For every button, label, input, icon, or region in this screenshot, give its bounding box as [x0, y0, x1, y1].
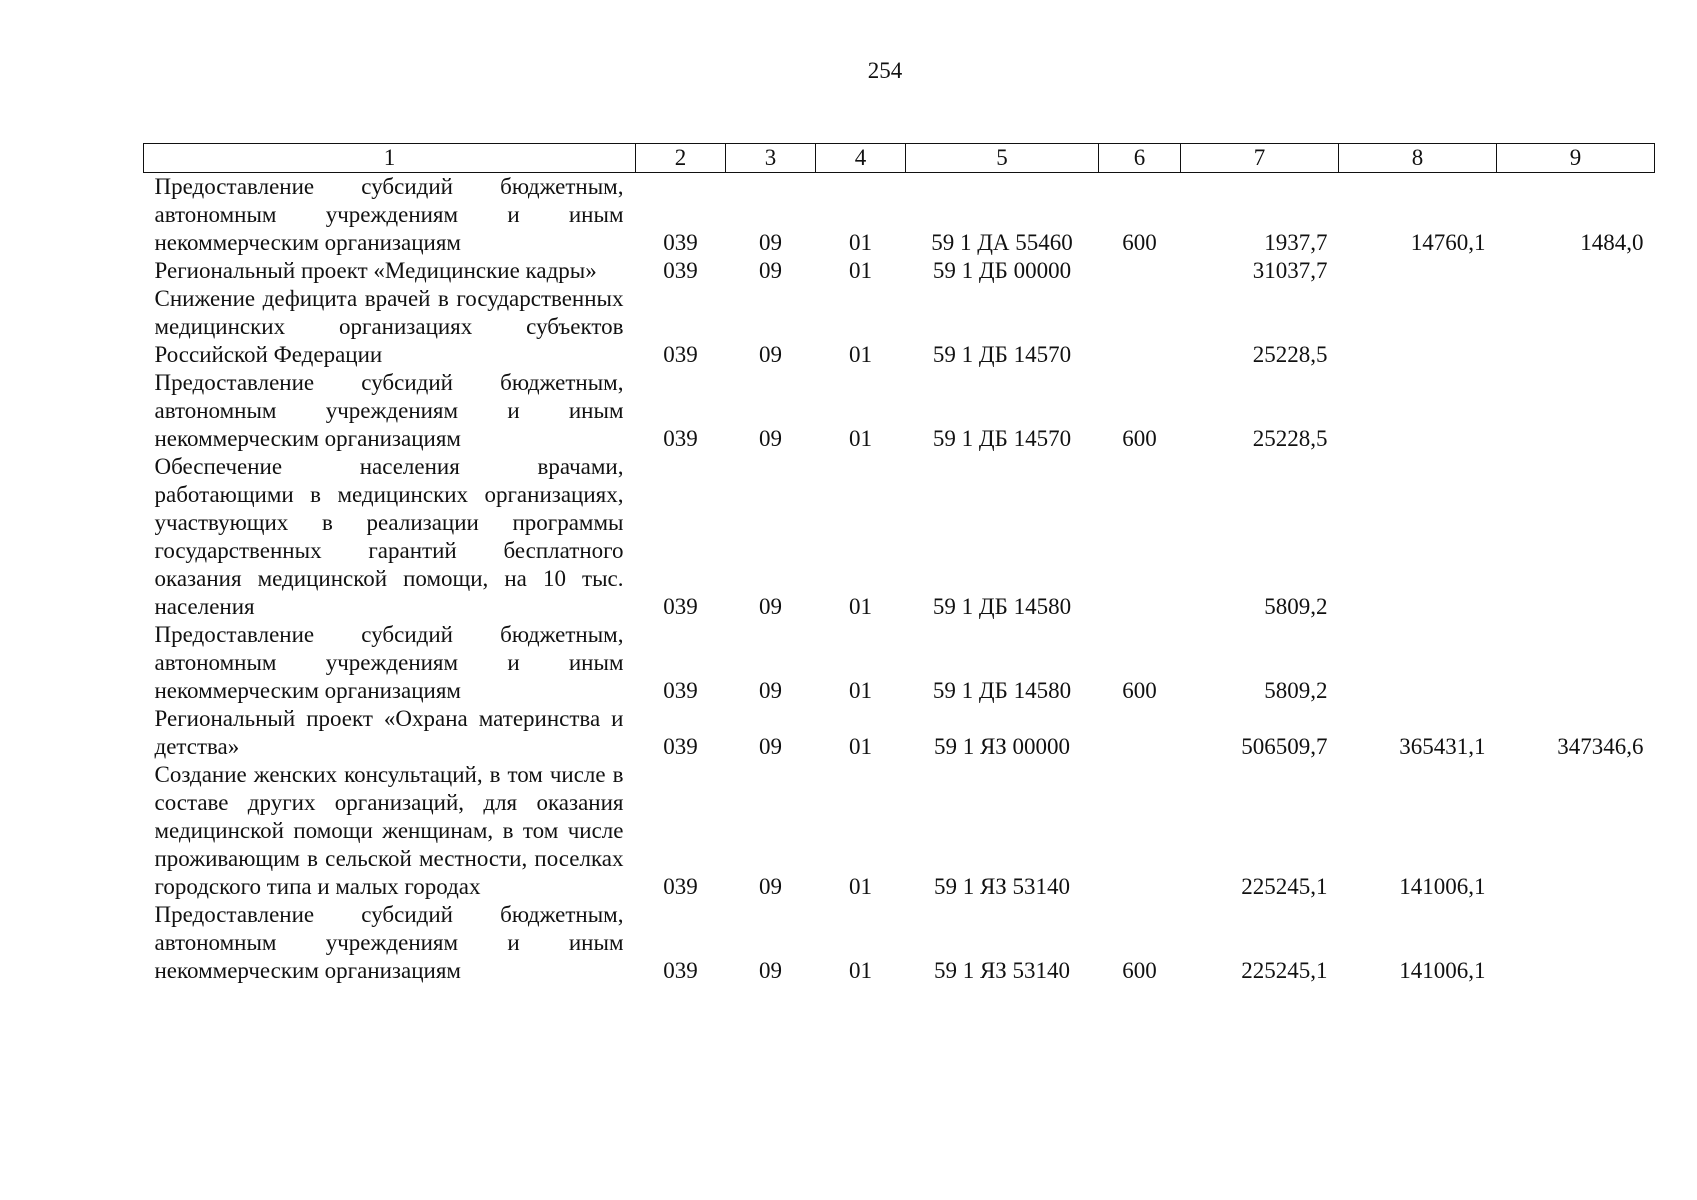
cell-amount-8: 141006,1	[1399, 958, 1486, 983]
cell-amount-8: 141006,1	[1399, 874, 1486, 899]
cell-subsection: 01	[849, 734, 872, 759]
table-row	[144, 369, 1655, 453]
table-row	[144, 257, 1655, 285]
column-header: 3	[726, 144, 816, 173]
table-row	[144, 285, 1655, 369]
table-row	[144, 761, 1655, 901]
cell-subsection: 01	[849, 426, 872, 451]
header-row	[144, 144, 1655, 173]
cell-target-code: 59 1 ДА 55460	[931, 230, 1073, 255]
column-header: 6	[1099, 144, 1181, 173]
cell-subsection: 01	[849, 230, 872, 255]
budget-table	[143, 143, 1655, 985]
cell-ministry: 039	[663, 230, 698, 255]
cell-expense-type: 600	[1122, 426, 1157, 451]
cell-subsection: 01	[849, 958, 872, 983]
row-name: Предоставление субсидий бюджетным, автономным учреждениям и иным некоммерческим организациям	[154, 174, 624, 255]
cell-amount-9	[1497, 621, 1655, 705]
row-name: Создание женских консультаций, в том числе в составе других организаций, для оказания медицинской помощи женщинам, в том числе проживающим в сельской местности, поселках городского типа и малых городах	[154, 762, 624, 899]
cell-target-code: 59 1 ДБ 14580	[932, 594, 1072, 619]
cell-section: 09	[759, 230, 782, 255]
table-row	[144, 453, 1655, 621]
cell-ministry: 039	[663, 594, 698, 619]
row-name: Предоставление субсидий бюджетным, автономным учреждениям и иным некоммерческим организациям	[154, 902, 624, 983]
column-header: 4	[816, 144, 906, 173]
column-header: 8	[1339, 144, 1497, 173]
cell-subsection: 01	[849, 594, 872, 619]
cell-amount-9: 347346,6	[1557, 734, 1644, 759]
cell-section: 09	[759, 958, 782, 983]
cell-target-code: 59 1 ДБ 14570	[932, 426, 1072, 451]
row-name: Предоставление субсидий бюджетным, автономным учреждениям и иным некоммерческим организациям	[154, 370, 624, 451]
cell-amount-9	[1497, 761, 1655, 901]
cell-expense-type	[1099, 761, 1181, 901]
cell-amount-9	[1497, 453, 1655, 621]
cell-expense-type	[1099, 705, 1181, 761]
cell-section: 09	[759, 734, 782, 759]
cell-amount-9	[1497, 285, 1655, 369]
cell-amount-7: 25228,5	[1252, 426, 1328, 451]
row-name: Региональный проект «Медицинские кадры»	[154, 258, 597, 283]
cell-amount-7: 225245,1	[1241, 874, 1328, 899]
cell-amount-7: 225245,1	[1241, 958, 1328, 983]
table-row	[144, 705, 1655, 761]
cell-target-code: 59 1 ДБ 14580	[932, 678, 1072, 703]
cell-subsection: 01	[849, 342, 872, 367]
cell-amount-9	[1497, 369, 1655, 453]
cell-amount-8	[1339, 621, 1497, 705]
row-name: Обеспечение населения врачами, работающими в медицинских организациях, участвующих в реализации программы государственных гарантий бесплатного оказания медицинской помощи, на 10 тыс. населения	[154, 454, 624, 619]
cell-amount-8: 365431,1	[1399, 734, 1486, 759]
cell-amount-7: 1937,7	[1264, 230, 1328, 255]
cell-amount-7: 5809,2	[1264, 594, 1328, 619]
cell-section: 09	[759, 342, 782, 367]
column-header: 9	[1497, 144, 1655, 173]
cell-amount-7: 506509,7	[1241, 734, 1328, 759]
table-row	[144, 621, 1655, 705]
cell-ministry: 039	[663, 342, 698, 367]
column-header: 1	[144, 144, 636, 173]
cell-amount-7: 31037,7	[1252, 258, 1328, 283]
cell-amount-9	[1497, 901, 1655, 985]
cell-expense-type	[1099, 453, 1181, 621]
cell-target-code: 59 1 ДБ 00000	[932, 258, 1072, 283]
cell-amount-7: 25228,5	[1252, 342, 1328, 367]
cell-amount-7: 5809,2	[1264, 678, 1328, 703]
cell-ministry: 039	[663, 678, 698, 703]
cell-amount-8: 14760,1	[1410, 230, 1486, 255]
cell-target-code: 59 1 ДБ 14570	[932, 342, 1072, 367]
cell-amount-9: 1484,0	[1580, 230, 1644, 255]
cell-target-code: 59 1 ЯЗ 53140	[933, 874, 1071, 899]
cell-section: 09	[759, 678, 782, 703]
cell-ministry: 039	[663, 258, 698, 283]
cell-ministry: 039	[663, 874, 698, 899]
cell-ministry: 039	[663, 426, 698, 451]
cell-ministry: 039	[663, 734, 698, 759]
cell-section: 09	[759, 258, 782, 283]
cell-amount-8	[1339, 285, 1497, 369]
cell-expense-type: 600	[1122, 678, 1157, 703]
cell-section: 09	[759, 874, 782, 899]
cell-target-code: 59 1 ЯЗ 53140	[933, 958, 1071, 983]
row-name: Предоставление субсидий бюджетным, автономным учреждениям и иным некоммерческим организациям	[154, 622, 624, 703]
table-row	[144, 173, 1655, 258]
cell-expense-type: 600	[1122, 230, 1157, 255]
cell-subsection: 01	[849, 258, 872, 283]
column-header: 7	[1181, 144, 1339, 173]
cell-section: 09	[759, 594, 782, 619]
cell-ministry: 039	[663, 958, 698, 983]
cell-amount-9	[1497, 257, 1655, 285]
cell-amount-8	[1339, 257, 1497, 285]
column-header: 2	[636, 144, 726, 173]
row-name: Региональный проект «Охрана материнства и детства»	[154, 706, 624, 759]
cell-subsection: 01	[849, 678, 872, 703]
row-name: Снижение дефицита врачей в государственных медицинских организациях субъектов Российской Федерации	[154, 286, 624, 367]
cell-amount-8	[1339, 453, 1497, 621]
cell-expense-type	[1099, 285, 1181, 369]
cell-subsection: 01	[849, 874, 872, 899]
page-number: 254	[867, 58, 903, 83]
cell-expense-type: 600	[1122, 958, 1157, 983]
cell-expense-type	[1099, 257, 1181, 285]
cell-amount-8	[1339, 369, 1497, 453]
cell-target-code: 59 1 ЯЗ 00000	[933, 734, 1071, 759]
table-row	[144, 901, 1655, 985]
column-header: 5	[906, 144, 1099, 173]
cell-section: 09	[759, 426, 782, 451]
